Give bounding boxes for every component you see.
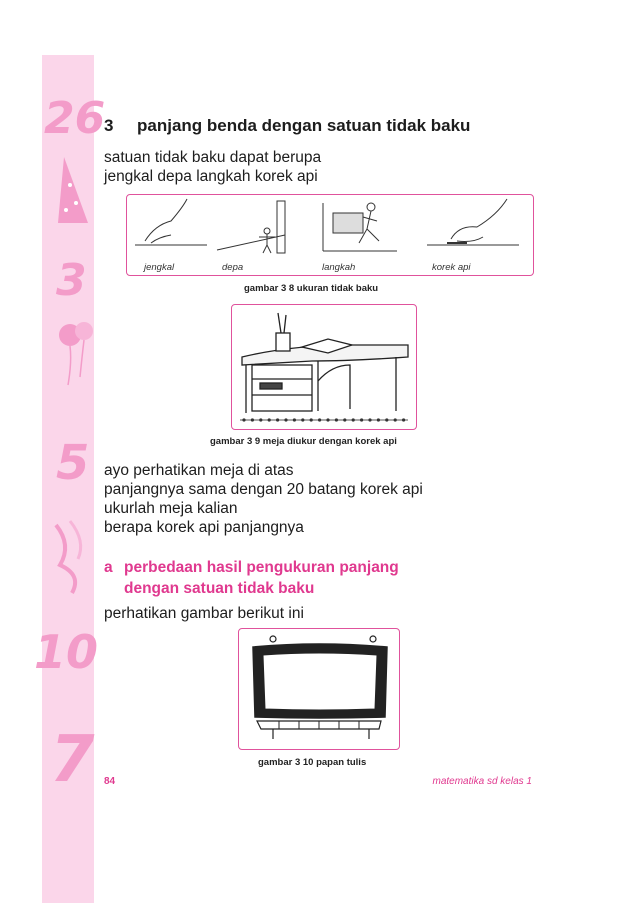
subsection-letter: a bbox=[104, 559, 113, 576]
section-heading bbox=[104, 116, 470, 136]
match-head bbox=[242, 418, 245, 421]
paragraph-line-1: ayo perhatikan meja di atas bbox=[104, 462, 294, 479]
figure-table-measured bbox=[231, 304, 417, 430]
matchstick-illustration bbox=[427, 199, 519, 245]
match-head bbox=[352, 418, 355, 421]
figure-2-caption: gambar 3 9 meja diukur dengan korek api bbox=[210, 436, 397, 447]
page-number: 84 bbox=[104, 776, 116, 787]
section-title: panjang benda dengan satuan tidak baku bbox=[137, 116, 471, 135]
match-head bbox=[394, 418, 397, 421]
hand-span-illustration bbox=[135, 199, 207, 245]
paragraph-line-3: ukurlah meja kalian bbox=[104, 500, 238, 517]
subsection-title-line-2: dengan satuan tidak baku bbox=[124, 580, 315, 597]
blackboard-illustration bbox=[239, 629, 399, 749]
instruction-text: perhatikan gambar berikut ini bbox=[104, 605, 304, 622]
match-head bbox=[335, 418, 338, 421]
sidebar-number: 5 bbox=[56, 435, 90, 491]
match-head bbox=[343, 418, 346, 421]
figure-1-caption: gambar 3 8 ukuran tidak baku bbox=[244, 283, 379, 294]
intro-line-1: satuan tidak baku dapat berupa bbox=[104, 149, 322, 166]
label-depa: depa bbox=[222, 262, 244, 273]
footstep-illustration bbox=[323, 203, 397, 251]
label-langkah: langkah bbox=[322, 262, 356, 273]
match-head bbox=[368, 418, 371, 421]
match-head bbox=[326, 418, 329, 421]
intro-line-2: jengkal depa langkah korek api bbox=[104, 168, 318, 185]
label-jengkal: jengkal bbox=[144, 262, 175, 273]
match-head bbox=[284, 418, 287, 421]
match-head bbox=[385, 418, 388, 421]
figure-3-caption: gambar 3 10 papan tulis bbox=[258, 757, 367, 768]
match-head bbox=[259, 418, 262, 421]
match-head bbox=[377, 418, 380, 421]
match-head bbox=[251, 418, 254, 421]
match-head bbox=[310, 418, 313, 421]
sidebar-number: 7 bbox=[50, 723, 95, 797]
ribbon-icon bbox=[52, 515, 92, 595]
book-title: matematika sd kelas 1 bbox=[432, 776, 532, 787]
match-head bbox=[402, 418, 405, 421]
decorative-sidebar bbox=[34, 55, 106, 903]
match-head bbox=[293, 418, 296, 421]
paragraph-line-4: berapa korek api panjangnya bbox=[104, 519, 304, 536]
sidebar-number: 3 bbox=[56, 255, 87, 306]
balloons-icon bbox=[56, 317, 96, 387]
subsection-title-line-1: perbedaan hasil pengukuran panjang bbox=[124, 559, 399, 576]
sidebar-number: 26 bbox=[44, 93, 106, 144]
desk-illustration bbox=[232, 305, 416, 429]
match-head bbox=[276, 418, 279, 421]
figure-blackboard bbox=[238, 628, 400, 750]
label-korek-api: korek api bbox=[432, 262, 471, 273]
match-head bbox=[268, 418, 271, 421]
arm-span-illustration bbox=[217, 201, 285, 253]
match-head bbox=[301, 418, 304, 421]
match-head bbox=[360, 418, 363, 421]
match-head bbox=[318, 418, 321, 421]
subsection-heading bbox=[104, 557, 399, 578]
sidebar-number: 10 bbox=[34, 625, 99, 679]
party-hat-icon bbox=[54, 155, 92, 225]
section-number: 3 bbox=[104, 116, 114, 135]
paragraph-line-2: panjangnya sama dengan 20 batang korek api bbox=[104, 481, 423, 498]
